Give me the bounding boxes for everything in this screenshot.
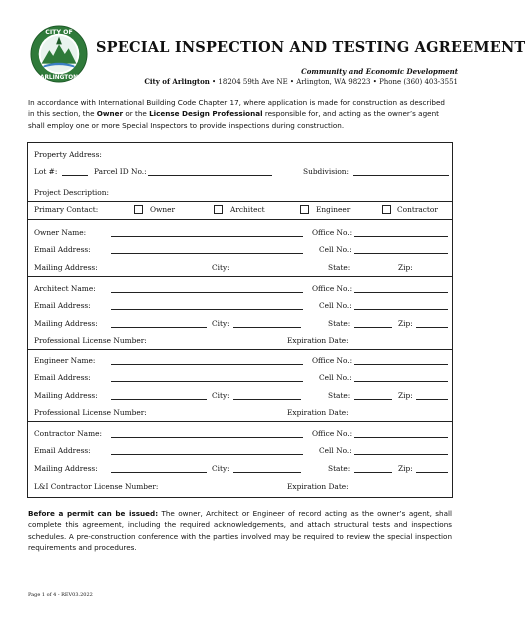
architect-mailing-field[interactable] bbox=[111, 327, 207, 328]
engineer-zip-field[interactable] bbox=[416, 399, 448, 400]
contractor-license-label: L&I Contractor License Number: bbox=[34, 482, 159, 491]
permit-note-text: The owner, Architect or Engineer of record acting as the owner’s agent, shall complete this agreement, including the required acknowledgements, and attach structural tests and inspections schedules. A pre-construction conference with the parties involved may be required to review the special inspection requirements and procedures. bbox=[28, 509, 452, 553]
engineer-name-label: Engineer Name: bbox=[34, 356, 96, 365]
architect-option-label: Architect bbox=[230, 205, 265, 214]
owner-cell-label: Cell No.: bbox=[319, 245, 352, 254]
owner-office-label: Office No.: bbox=[312, 228, 353, 237]
page-footer: Page 1 of 4 - REV03.2022 bbox=[28, 592, 93, 598]
page-title: SPECIAL INSPECTION AND TESTING AGREEMENT bbox=[96, 39, 525, 56]
owner-city-label: City: bbox=[212, 263, 230, 272]
intro-text-2: or the bbox=[123, 109, 150, 119]
engineer-email-field[interactable] bbox=[111, 381, 303, 382]
project-description-label: Project Description: bbox=[34, 188, 109, 197]
owner-mailing-label: Mailing Address: bbox=[34, 263, 98, 272]
subdivision-field[interactable] bbox=[353, 175, 449, 176]
primary-contact-label: Primary Contact: bbox=[34, 205, 99, 214]
permit-note-heading: Before a permit can be issued: bbox=[28, 509, 159, 518]
owner-email-label: Email Address: bbox=[34, 245, 91, 254]
city-address bbox=[144, 77, 458, 86]
engineer-mailing-label: Mailing Address: bbox=[34, 391, 98, 400]
architect-name-label: Architect Name: bbox=[34, 284, 96, 293]
engineer-cell-field[interactable] bbox=[354, 381, 448, 382]
architect-zip-field[interactable] bbox=[416, 327, 448, 328]
agreement-form bbox=[27, 142, 453, 498]
intro-ldp: License Design Professional bbox=[149, 109, 263, 119]
contractor-state-field[interactable] bbox=[354, 472, 392, 473]
architect-city-label: City: bbox=[212, 319, 230, 328]
contractor-email-field[interactable] bbox=[111, 454, 303, 455]
engineer-office-field[interactable] bbox=[354, 364, 448, 365]
contractor-city-field[interactable] bbox=[233, 472, 301, 473]
intro-text-1: In accordance with International Building Code Chapter 17, where application is made for construction as described in this section, the bbox=[28, 98, 445, 119]
engineer-city-field[interactable] bbox=[233, 399, 301, 400]
architect-email-label: Email Address: bbox=[34, 301, 91, 310]
engineer-state-label: State: bbox=[328, 391, 351, 400]
architect-name-field[interactable] bbox=[111, 292, 303, 293]
architect-email-field[interactable] bbox=[111, 309, 303, 310]
parcel-label: Parcel ID No.: bbox=[94, 167, 147, 176]
contractor-state-label: State: bbox=[328, 464, 351, 473]
contractor-email-label: Email Address: bbox=[34, 446, 91, 455]
contractor-option-label: Contractor bbox=[397, 205, 438, 214]
architect-office-field[interactable] bbox=[354, 292, 448, 293]
engineer-mailing-field[interactable] bbox=[111, 399, 207, 400]
architect-city-field[interactable] bbox=[233, 327, 301, 328]
engineer-checkbox[interactable] bbox=[300, 205, 309, 214]
engineer-expiration-label: Expiration Date: bbox=[287, 408, 349, 417]
contractor-office-label: Office No.: bbox=[312, 429, 353, 438]
permit-note bbox=[28, 508, 452, 554]
engineer-city-label: City: bbox=[212, 391, 230, 400]
architect-office-label: Office No.: bbox=[312, 284, 353, 293]
architect-license-label: Professional License Number: bbox=[34, 336, 147, 345]
engineer-cell-label: Cell No.: bbox=[319, 373, 352, 382]
engineer-option-label: Engineer bbox=[316, 205, 351, 214]
department-name: Community and Economic Development bbox=[301, 67, 458, 76]
owner-option-label: Owner bbox=[150, 205, 176, 214]
architect-state-label: State: bbox=[328, 319, 351, 328]
engineer-email-label: Email Address: bbox=[34, 373, 91, 382]
contractor-office-field[interactable] bbox=[354, 437, 448, 438]
property-address-label: Property Address: bbox=[34, 150, 102, 159]
page-header bbox=[22, 25, 525, 95]
architect-checkbox[interactable] bbox=[214, 205, 223, 214]
address-line: • 18204 59th Ave NE • Arlington, WA 98223 • Phone (360) 403-3551 bbox=[209, 78, 458, 86]
contractor-cell-label: Cell No.: bbox=[319, 446, 352, 455]
contractor-mailing-label: Mailing Address: bbox=[34, 464, 98, 473]
divider bbox=[28, 219, 452, 220]
owner-office-field[interactable] bbox=[354, 236, 448, 237]
engineer-state-field[interactable] bbox=[354, 399, 392, 400]
owner-state-label: State: bbox=[328, 263, 351, 272]
contractor-name-field[interactable] bbox=[111, 437, 303, 438]
architect-cell-label: Cell No.: bbox=[319, 301, 352, 310]
owner-name-label: Owner Name: bbox=[34, 228, 87, 237]
subdivision-label: Subdivision: bbox=[303, 167, 350, 176]
lot-field[interactable] bbox=[62, 175, 88, 176]
architect-mailing-label: Mailing Address: bbox=[34, 319, 98, 328]
owner-email-field[interactable] bbox=[111, 253, 303, 254]
contractor-expiration-label: Expiration Date: bbox=[287, 482, 349, 491]
architect-expiration-label: Expiration Date: bbox=[287, 336, 349, 345]
contractor-zip-label: Zip: bbox=[398, 464, 413, 473]
divider bbox=[28, 276, 452, 277]
city-name: City of Arlington bbox=[144, 77, 210, 86]
owner-name-field[interactable] bbox=[111, 236, 303, 237]
owner-zip-label: Zip: bbox=[398, 263, 413, 272]
seal-text-top: CITY OF bbox=[45, 29, 73, 37]
contractor-mailing-field[interactable] bbox=[111, 472, 207, 473]
owner-checkbox[interactable] bbox=[134, 205, 143, 214]
intro-owner: Owner bbox=[96, 109, 124, 119]
architect-state-field[interactable] bbox=[354, 327, 392, 328]
architect-zip-label: Zip: bbox=[398, 319, 413, 328]
divider bbox=[28, 421, 452, 422]
city-seal-logo bbox=[30, 25, 88, 83]
contractor-checkbox[interactable] bbox=[382, 205, 391, 214]
owner-cell-field[interactable] bbox=[354, 253, 448, 254]
contractor-city-label: City: bbox=[212, 464, 230, 473]
seal-text-bottom: ARLINGTON bbox=[39, 75, 79, 82]
divider bbox=[28, 349, 452, 350]
intro-text-3: responsible for, and acting as the owner’s agent shall employ one or more Special Inspectors to provide inspections during construction. bbox=[28, 109, 439, 130]
architect-cell-field[interactable] bbox=[354, 309, 448, 310]
engineer-license-label: Professional License Number: bbox=[34, 408, 147, 417]
contractor-cell-field[interactable] bbox=[354, 454, 448, 455]
intro-paragraph bbox=[28, 97, 452, 131]
engineer-name-field[interactable] bbox=[111, 364, 303, 365]
lot-label: Lot #: bbox=[34, 167, 58, 176]
contractor-zip-field[interactable] bbox=[416, 472, 448, 473]
engineer-office-label: Office No.: bbox=[312, 356, 353, 365]
parcel-field[interactable] bbox=[148, 175, 272, 176]
divider bbox=[28, 201, 452, 202]
contractor-name-label: Contractor Name: bbox=[34, 429, 102, 438]
engineer-zip-label: Zip: bbox=[398, 391, 413, 400]
